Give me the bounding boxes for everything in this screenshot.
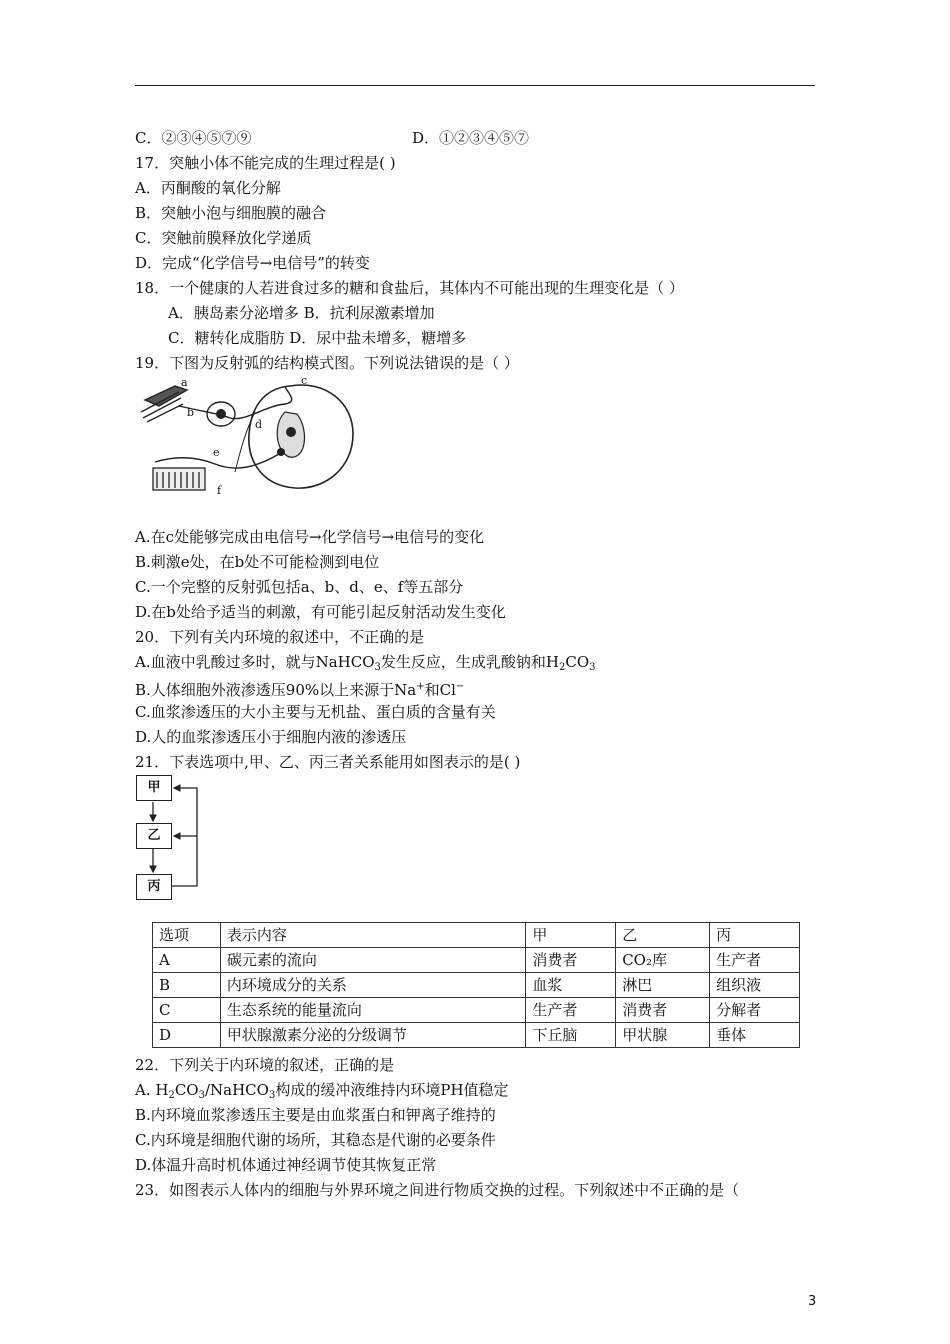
table-cell: B	[153, 973, 221, 998]
table-cell: 分解者	[710, 998, 800, 1023]
page-number: 3	[808, 1294, 817, 1309]
text-line: C．糖转化成脂肪 D．尿中盐未增多，糖增多	[168, 329, 467, 347]
table-cell: 淋巴	[616, 973, 710, 998]
label-e: e	[213, 446, 220, 459]
q23-stem: 23．如图表示人体内的细胞与外界环境之间进行物质交换的过程。下列叙述中不正确的是（	[135, 1181, 740, 1199]
text-line: D．完成“化学信号→电信号”的转变	[135, 254, 370, 272]
q21-options-table	[152, 922, 800, 1048]
text-line: 17．突触小体不能完成的生理过程是( )	[135, 154, 396, 172]
text-line: A.在c处能够完成由电信号→化学信号→电信号的变化	[135, 528, 485, 546]
q22-stem: 22．下列关于内环境的叙述，正确的是	[135, 1056, 395, 1074]
label-b: b	[187, 406, 195, 419]
table-cell: 表示内容	[220, 923, 525, 948]
text-line: C.一个完整的反射弧包括a、b、d、e、f等五部分	[135, 578, 464, 596]
table-cell: CO₂库	[616, 948, 710, 973]
table-cell: 消费者	[616, 998, 710, 1023]
q20-option-b: B.人体细胞外液渗透压90%以上来源于Na+和Cl−	[135, 681, 465, 699]
table-row	[153, 948, 800, 973]
header-rule	[135, 85, 815, 86]
table-cell: 内环境成分的关系	[220, 973, 525, 998]
text-line: B.刺激e处，在b处不可能检测到电位	[135, 553, 380, 571]
text-line: D．①②③④⑤⑦	[412, 129, 530, 147]
table-cell: 甲状腺激素分泌的分级调节	[220, 1023, 525, 1048]
text-line: D.在b处给予适当的刺激，有可能引起反射活动发生变化	[135, 603, 506, 621]
table-cell: 碳元素的流向	[220, 948, 525, 973]
label-d: d	[255, 418, 263, 431]
table-cell: 血浆	[526, 973, 616, 998]
table-cell: 下丘脑	[526, 1023, 616, 1048]
table-cell: A	[153, 948, 221, 973]
table-cell: 甲状腺	[616, 1023, 710, 1048]
q20-option-c: C.血浆渗透压的大小主要与无机盐、蛋白质的含量有关	[135, 703, 496, 721]
table-header-row	[153, 923, 800, 948]
q20-option-d: D.人的血浆渗透压小于细胞内液的渗透压	[135, 728, 407, 746]
label-a: a	[181, 376, 188, 389]
table-cell: 生态系统的能量流向	[220, 998, 525, 1023]
text-line: B．突触小泡与细胞膜的融合	[135, 204, 327, 222]
label-c: c	[301, 374, 308, 387]
table-cell: D	[153, 1023, 221, 1048]
q22-option-d: D.体温升高时机体通过神经调节使其恢复正常	[135, 1156, 437, 1174]
flow-box-yi: 乙	[136, 823, 172, 849]
effector-muscle	[153, 468, 205, 490]
table-cell: 选项	[153, 923, 221, 948]
text-line: 19．下图为反射弧的结构模式图。下列说法错误的是（ ）	[135, 354, 519, 372]
receptor-skin	[141, 386, 187, 422]
table-cell: 甲	[526, 923, 616, 948]
q22-option-a: A. $H_2CO_3/NaHCO_3$构成的缓冲液维持内环境PH值稳定	[135, 1081, 509, 1101]
text-line: A．胰岛素分泌增多 B．抗利尿激素增加	[168, 304, 435, 322]
table-row	[153, 1023, 800, 1048]
table-cell: 消费者	[526, 948, 616, 973]
reflex-arc-diagram	[135, 372, 360, 504]
table-cell: 乙	[616, 923, 710, 948]
table-cell: 组织液	[710, 973, 800, 998]
text-line: 20．下列有关内环境的叙述中，不正确的是	[135, 628, 425, 646]
table-cell: C	[153, 998, 221, 1023]
text-line: A．丙酮酸的氧化分解	[135, 179, 281, 197]
q22-option-b: B.内环境血浆渗透压主要是由血浆蛋白和钾离子维持的	[135, 1106, 496, 1124]
table-row	[153, 973, 800, 998]
flow-box-bing: 丙	[136, 874, 172, 900]
table-cell: 垂体	[710, 1023, 800, 1048]
q21-stem: 21．下表选项中,甲、乙、丙三者关系能用如图表示的是( )	[135, 753, 521, 771]
flow-box-jia: 甲	[136, 775, 172, 801]
table-cell: 生产者	[710, 948, 800, 973]
table-cell: 生产者	[526, 998, 616, 1023]
q22-option-c: C.内环境是细胞代谢的场所，其稳态是代谢的必要条件	[135, 1131, 496, 1149]
table-row	[153, 998, 800, 1023]
text-line: 18．一个健康的人若进食过多的糖和食盐后，其体内不可能出现的生理变化是（ ）	[135, 279, 684, 297]
text-line: C．②③④⑤⑦⑨	[135, 129, 252, 147]
q20-option-a: A.血液中乳酸过多时，就与NaHCO$_3$发生反应，生成乳酸钠和$H_2CO_3$	[135, 653, 596, 673]
text-line: C．突触前膜释放化学递质	[135, 229, 312, 247]
table-cell: 丙	[710, 923, 800, 948]
label-f: f	[217, 484, 222, 497]
